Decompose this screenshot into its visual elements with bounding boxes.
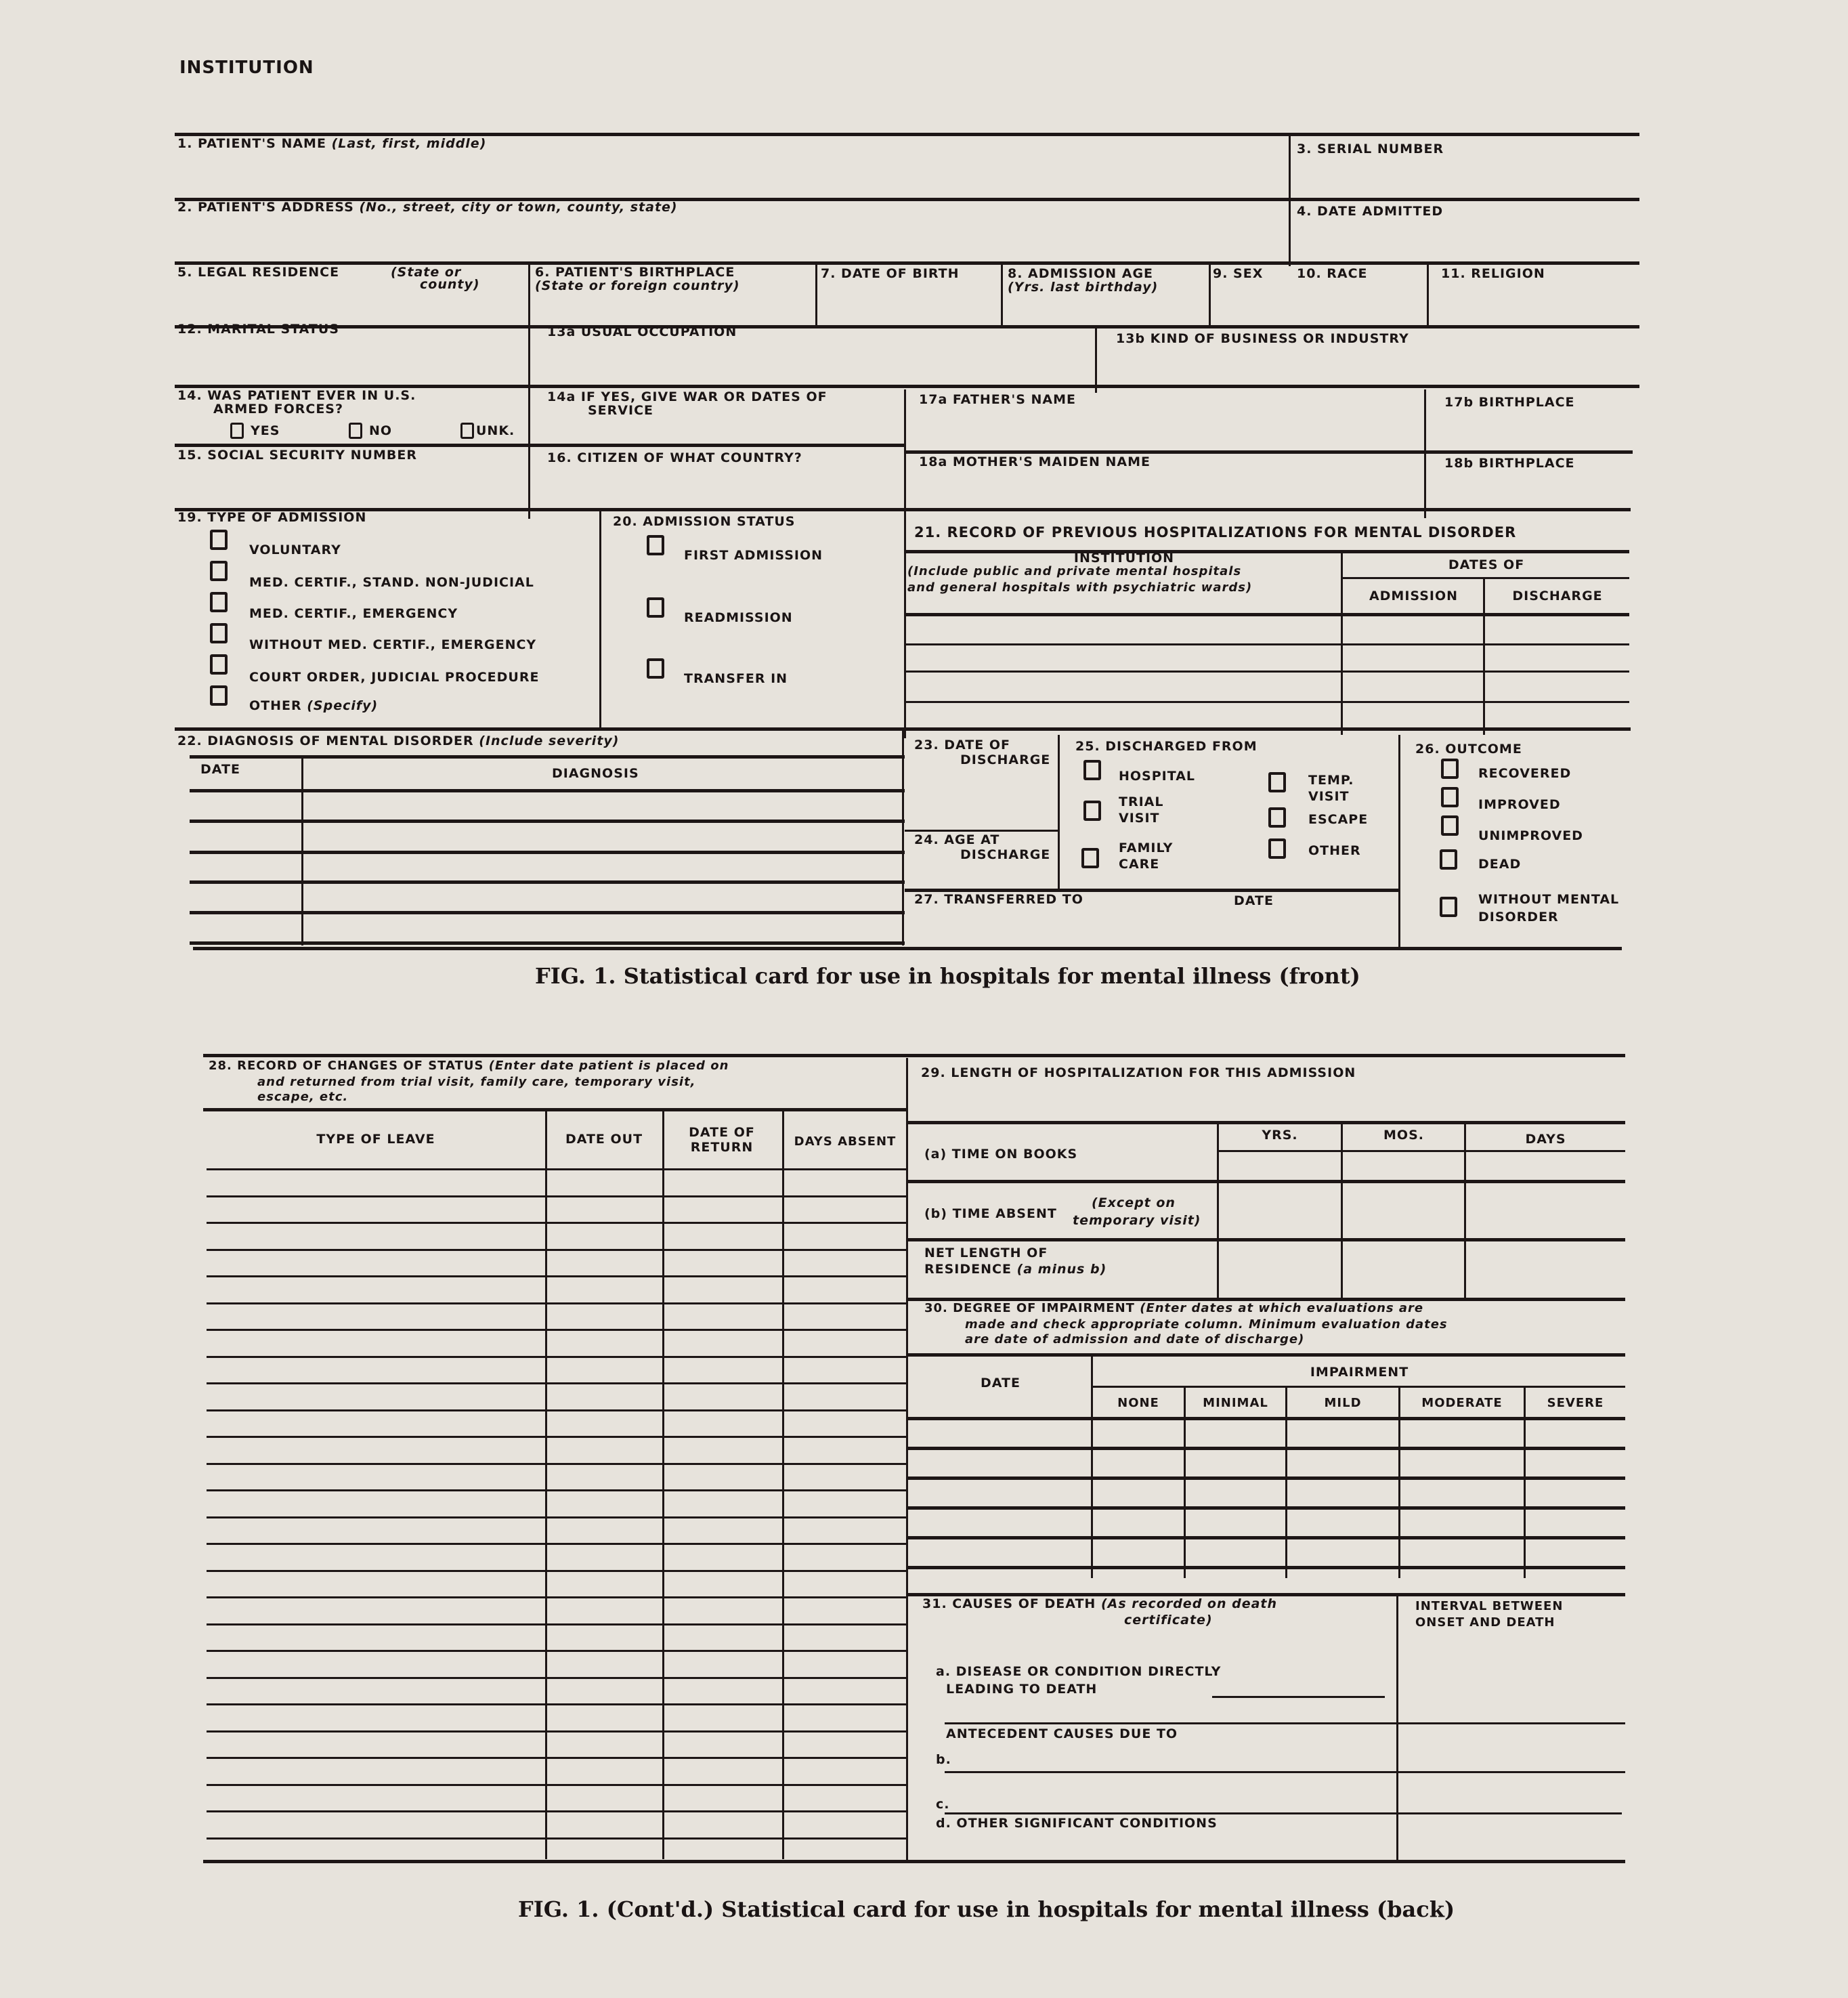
impairment-row[interactable] [907, 1447, 1625, 1450]
field-21-label[interactable]: 21. RECORD OF PREVIOUS HOSPITALIZATIONS FOR MENTAL DISORDER [914, 524, 1517, 540]
field-23-label[interactable]: 23. DATE OF [914, 738, 1010, 752]
discharged-temp-visit-checkbox[interactable] [1268, 772, 1286, 792]
cause-c-input-line[interactable] [945, 1812, 1622, 1814]
leave-table-row[interactable] [207, 1275, 907, 1277]
field-18b-label[interactable]: 18b BIRTHPLACE [1444, 456, 1575, 471]
interval-header-2: ONSET AND DEATH [1415, 1615, 1555, 1630]
field-18a-label[interactable]: 18a MOTHER'S MAIDEN NAME [919, 454, 1151, 469]
field-14a-label-2: SERVICE [588, 403, 653, 418]
outcome-unimproved-label: UNIMPROVED [1478, 828, 1583, 843]
cause-b-input-line[interactable] [945, 1771, 1625, 1773]
divider [1398, 735, 1400, 950]
divider [904, 389, 906, 738]
field-27-date-label: DATE [1234, 893, 1274, 908]
time-absent-hint-2: temporary visit) [1073, 1213, 1201, 1228]
table-row[interactable] [190, 911, 905, 914]
discharged-other-label: OTHER [1308, 843, 1361, 858]
field-23-label-2: DISCHARGE [960, 752, 1051, 767]
outcome-unimproved-checkbox[interactable] [1441, 815, 1459, 836]
net-length-label: NET LENGTH OF [924, 1246, 1048, 1260]
field-1-label[interactable]: 1. PATIENT'S NAME (Last, first, middle) [177, 136, 487, 151]
divider [599, 509, 601, 727]
cause-d-label: d. OTHER SIGNIFICANT CONDITIONS [936, 1816, 1218, 1831]
first-admission-label: FIRST ADMISSION [684, 548, 823, 563]
rule [1219, 1150, 1625, 1152]
other-admission-checkbox[interactable] [210, 685, 228, 706]
discharged-trial-visit-checkbox[interactable] [1083, 801, 1101, 821]
divider [1424, 389, 1426, 518]
outcome-dead-label: DEAD [1478, 857, 1522, 872]
divider [1398, 1387, 1400, 1578]
med-certif-standard-label: MED. CERTIF., STAND. NON-JUDICIAL [249, 575, 534, 590]
discharged-temp-visit-label-2: VISIT [1308, 789, 1350, 804]
rule [905, 613, 1629, 616]
months-header: MOS. [1383, 1128, 1424, 1143]
impairment-moderate-header: MODERATE [1421, 1396, 1503, 1410]
voluntary-checkbox[interactable] [210, 530, 228, 550]
field-24-label[interactable]: 24. AGE AT [914, 832, 1000, 847]
admission-col-header: ADMISSION [1369, 589, 1459, 603]
field-20-label[interactable]: 20. ADMISSION STATUS [613, 514, 796, 529]
rule [175, 325, 1639, 328]
discharged-escape-checkbox[interactable] [1268, 807, 1286, 828]
leave-table-row[interactable] [207, 1356, 907, 1358]
rule [907, 1121, 1625, 1124]
field-30-hint-3: are date of admission and date of discharge) [965, 1332, 1305, 1346]
field-26-label[interactable]: 26. OUTCOME [1415, 742, 1522, 757]
leave-table-row[interactable] [207, 1302, 907, 1304]
leave-table-row[interactable] [207, 1810, 907, 1812]
field-8-label[interactable]: 8. ADMISSION AGE [1008, 266, 1154, 281]
transfer-in-label: TRANSFER IN [684, 671, 788, 686]
impairment-mild-header: MILD [1324, 1396, 1362, 1410]
divider [1209, 261, 1211, 326]
divider [1396, 1593, 1398, 1861]
readmission-label: READMISSION [684, 610, 793, 625]
time-absent-hint: (Except on [1092, 1195, 1176, 1210]
first-admission-checkbox[interactable] [647, 535, 664, 555]
table-row[interactable] [905, 671, 1629, 673]
interval-header: INTERVAL BETWEEN [1415, 1599, 1564, 1613]
field-28-hint-3: escape, etc. [257, 1090, 349, 1104]
other-admission-label: OTHER (Specify) [249, 698, 379, 713]
discharged-other-checkbox[interactable] [1268, 838, 1286, 859]
field-8-hint: (Yrs. last birthday) [1008, 280, 1159, 295]
cause-c-label: c. [936, 1797, 950, 1812]
field-9-label[interactable]: 9. SEX [1213, 266, 1264, 281]
rule [193, 947, 1622, 950]
impairment-minimal-header: MINIMAL [1203, 1396, 1268, 1410]
back-caption: FIG. 1. (Cont'd.) Statistical card for use in hospitals for mental illness (back) [518, 1896, 1455, 1922]
field-13a-label[interactable]: 13a USUAL OCCUPATION [547, 324, 737, 339]
outcome-recovered-checkbox[interactable] [1441, 759, 1459, 779]
leave-table-row[interactable] [207, 1222, 907, 1224]
impairment-row[interactable] [907, 1536, 1625, 1539]
field-24-label-2: DISCHARGE [960, 847, 1051, 862]
rule [203, 1108, 907, 1111]
field-29-label[interactable]: 29. LENGTH OF HOSPITALIZATION FOR THIS ADMISSION [921, 1065, 1356, 1080]
field-5-hint-2: county) [420, 277, 480, 292]
field-3-label[interactable]: 3. SERIAL NUMBER [1297, 142, 1444, 156]
leave-table-row[interactable] [207, 1730, 907, 1733]
rule [907, 1353, 1625, 1357]
rule [1092, 1386, 1625, 1388]
discharged-family-care-label-2: CARE [1119, 857, 1160, 872]
yes-checkbox[interactable] [230, 423, 244, 439]
leave-table-row[interactable] [207, 1436, 907, 1438]
voluntary-label: VOLUNTARY [249, 543, 341, 557]
leave-table-row[interactable] [207, 1570, 907, 1572]
cause-a-input-line[interactable] [1212, 1696, 1385, 1698]
leave-table-row[interactable] [207, 1784, 907, 1786]
court-order-checkbox[interactable] [210, 654, 228, 675]
leave-table-row[interactable] [207, 1195, 907, 1197]
leave-table-row[interactable] [207, 1489, 907, 1491]
divider [1285, 1387, 1287, 1578]
impairment-header: IMPAIRMENT [1310, 1365, 1409, 1380]
divider [1095, 325, 1097, 393]
unknown-checkbox[interactable] [460, 423, 474, 439]
rule [203, 1054, 1625, 1057]
field-15-label[interactable]: 15. SOCIAL SECURITY NUMBER [177, 448, 417, 463]
yes-option-label: YES [251, 423, 280, 438]
field-5-label[interactable]: 5. LEGAL RESIDENCE [177, 265, 340, 280]
type-of-leave-header: TYPE OF LEAVE [316, 1132, 435, 1147]
discharged-trial-visit-label-2: VISIT [1119, 811, 1160, 826]
discharged-family-care-checkbox[interactable] [1081, 848, 1099, 868]
date-out-header: DATE OUT [565, 1132, 643, 1147]
time-on-books-label: (a) TIME ON BOOKS [924, 1147, 1078, 1162]
time-absent-label: (b) TIME ABSENT [924, 1206, 1057, 1221]
leave-table-row[interactable] [207, 1650, 907, 1652]
cause-a-label: a. DISEASE OR CONDITION DIRECTLY [936, 1664, 1222, 1679]
table-row[interactable] [190, 789, 905, 792]
field-14-label-2: ARMED FORCES? [213, 402, 343, 417]
impairment-none-header: NONE [1117, 1396, 1159, 1410]
field-12-label[interactable]: 12. MARITAL STATUS [177, 322, 339, 337]
discharged-hospital-checkbox[interactable] [1083, 760, 1101, 780]
field-16-label[interactable]: 16. CITIZEN OF WHAT COUNTRY? [547, 450, 802, 465]
divider [902, 727, 904, 945]
leave-table-row[interactable] [207, 1168, 907, 1170]
field-7-label[interactable]: 7. DATE OF BIRTH [821, 266, 960, 281]
leave-table-row[interactable] [207, 1329, 907, 1331]
antecedent-label: ANTECEDENT CAUSES DUE TO [946, 1726, 1178, 1741]
med-certif-emergency-checkbox[interactable] [210, 592, 228, 612]
leave-table-row[interactable] [207, 1596, 907, 1598]
no-option-label: NO [369, 423, 393, 438]
table-row[interactable] [190, 820, 905, 823]
field-4-label[interactable]: 4. DATE ADMITTED [1297, 204, 1444, 219]
divider [1483, 577, 1485, 735]
rule [907, 1180, 1625, 1183]
rule [203, 1860, 1625, 1863]
impairment-row[interactable] [907, 1566, 1625, 1569]
field-30-label[interactable]: 30. DEGREE OF IMPAIRMENT (Enter dates at which evaluations are [924, 1301, 1424, 1315]
field-5-hint: (State or [391, 265, 462, 280]
leave-table-row[interactable] [207, 1382, 907, 1384]
field-27-label[interactable]: 27. TRANSFERRED TO [914, 892, 1083, 907]
prev-hosp-institution-hint-2: and general hospitals with psychiatric wards) [907, 580, 1253, 595]
outcome-improved-label: IMPROVED [1478, 797, 1561, 812]
without-med-certif-checkbox[interactable] [210, 623, 228, 643]
divider [1001, 261, 1003, 326]
field-14a-label[interactable]: 14a IF YES, GIVE WAR OR DATES OF [547, 389, 828, 404]
outcome-improved-checkbox[interactable] [1441, 787, 1459, 807]
discharged-hospital-label: HOSPITAL [1119, 769, 1196, 784]
med-certif-emergency-label: MED. CERTIF., EMERGENCY [249, 606, 458, 621]
discharged-trial-visit-label: TRIAL [1119, 794, 1164, 809]
field-17b-label[interactable]: 17b BIRTHPLACE [1444, 395, 1575, 410]
leave-table-row[interactable] [207, 1249, 907, 1251]
field-30-hint-2: made and check appropriate column. Minimum evaluation dates [965, 1317, 1448, 1332]
outcome-dead-checkbox[interactable] [1440, 849, 1457, 870]
discharge-col-header: DISCHARGE [1512, 589, 1603, 603]
rule [907, 1238, 1625, 1241]
field-13b-label[interactable]: 13b KIND OF BUSINESS OR INDUSTRY [1116, 331, 1409, 346]
impairment-severe-header: SEVERE [1547, 1396, 1604, 1410]
field-31-hint-2: certificate) [1124, 1613, 1213, 1628]
leave-table-row[interactable] [207, 1837, 907, 1840]
field-25-label[interactable]: 25. DISCHARGED FROM [1075, 739, 1258, 754]
dates-of-header: DATES OF [1448, 557, 1525, 572]
prev-hosp-institution-header: INSTITUTION [1073, 551, 1175, 566]
years-header: YRS. [1262, 1128, 1298, 1143]
table-row[interactable] [905, 643, 1629, 645]
divider [528, 261, 530, 519]
date-of-return-header-2: RETURN [690, 1140, 754, 1155]
field-14-label[interactable]: 14. WAS PATIENT EVER IN U.S. [177, 388, 416, 403]
leave-table-row[interactable] [207, 1409, 907, 1411]
divider [1058, 735, 1060, 891]
court-order-label: COURT ORDER, JUDICIAL PROCEDURE [249, 670, 540, 685]
outcome-recovered-label: RECOVERED [1478, 766, 1572, 781]
unknown-option-label: UNK. [476, 423, 515, 438]
diagnosis-header: DIAGNOSIS [552, 766, 639, 781]
leave-table-row[interactable] [207, 1677, 907, 1679]
field-11-label[interactable]: 11. RELIGION [1441, 266, 1545, 281]
rule [190, 755, 905, 759]
diagnosis-date-header: DATE [200, 762, 240, 777]
field-31-label[interactable]: 31. CAUSES OF DEATH (As recorded on death [922, 1596, 1278, 1611]
field-22-label[interactable]: 22. DIAGNOSIS OF MENTAL DISORDER (Include severity) [177, 734, 620, 748]
outcome-without-disorder-checkbox[interactable] [1440, 897, 1457, 917]
readmission-checkbox[interactable] [647, 597, 664, 618]
prev-hosp-institution-hint: (Include public and private mental hospitals [907, 564, 1242, 578]
divider [1184, 1387, 1186, 1578]
leave-table-row[interactable] [207, 1703, 907, 1705]
divider [815, 261, 817, 326]
table-row[interactable] [190, 941, 905, 945]
leave-table-row[interactable] [207, 1623, 907, 1625]
table-row[interactable] [190, 880, 905, 884]
leave-table-row[interactable] [207, 1757, 907, 1759]
impairment-date-header: DATE [981, 1376, 1020, 1390]
without-med-certif-label: WITHOUT MED. CERTIF., EMERGENCY [249, 637, 537, 652]
days-absent-header: DAYS ABSENT [794, 1134, 897, 1149]
leave-table-row[interactable] [207, 1463, 907, 1465]
field-10-label[interactable]: 10. RACE [1297, 266, 1368, 281]
front-caption: FIG. 1. Statistical card for use in hospitals for mental illness (front) [535, 963, 1360, 989]
med-certif-standard-checkbox[interactable] [210, 561, 228, 581]
net-length-label-2: RESIDENCE (a minus b) [924, 1262, 1107, 1277]
field-2-label[interactable]: 2. PATIENT'S ADDRESS (No., street, city or town, county, state) [177, 200, 678, 215]
field-6-hint: (State or foreign country) [535, 278, 740, 293]
field-28-label[interactable]: 28. RECORD OF CHANGES OF STATUS (Enter date patient is placed on [209, 1059, 729, 1073]
divider [1427, 261, 1429, 326]
outcome-without-disorder-label: WITHOUT MENTAL [1478, 892, 1620, 907]
discharged-escape-label: ESCAPE [1308, 812, 1369, 827]
institution-label: INSTITUTION [179, 58, 314, 78]
divider [1091, 1355, 1093, 1578]
divider [906, 1058, 908, 1861]
rule [1342, 577, 1629, 579]
cause-a-label-2: LEADING TO DEATH [946, 1682, 1098, 1697]
outcome-without-disorder-label-2: DISORDER [1478, 910, 1559, 924]
table-row[interactable] [190, 851, 905, 854]
field-6-label[interactable]: 6. PATIENT'S BIRTHPLACE [535, 265, 735, 280]
table-row[interactable] [905, 701, 1629, 703]
rule [945, 1722, 1625, 1724]
field-17a-label[interactable]: 17a FATHER'S NAME [919, 392, 1076, 407]
discharged-family-care-label: FAMILY [1119, 841, 1174, 855]
impairment-row[interactable] [907, 1417, 1625, 1420]
days-header: DAYS [1525, 1132, 1566, 1147]
no-checkbox[interactable] [349, 423, 362, 439]
impairment-row[interactable] [907, 1476, 1625, 1480]
date-of-return-header: DATE OF [689, 1125, 755, 1140]
impairment-row[interactable] [907, 1506, 1625, 1510]
transfer-in-checkbox[interactable] [647, 658, 664, 679]
leave-table-row[interactable] [207, 1543, 907, 1545]
divider [1524, 1387, 1526, 1578]
field-28-hint-2: and returned from trial visit, family care, temporary visit, [257, 1075, 696, 1089]
rule [175, 508, 1631, 511]
field-19-label[interactable]: 19. TYPE OF ADMISSION [177, 510, 367, 525]
leave-table-row[interactable] [207, 1516, 907, 1518]
discharged-temp-visit-label: TEMP. [1308, 773, 1354, 788]
cause-b-label: b. [936, 1752, 951, 1767]
